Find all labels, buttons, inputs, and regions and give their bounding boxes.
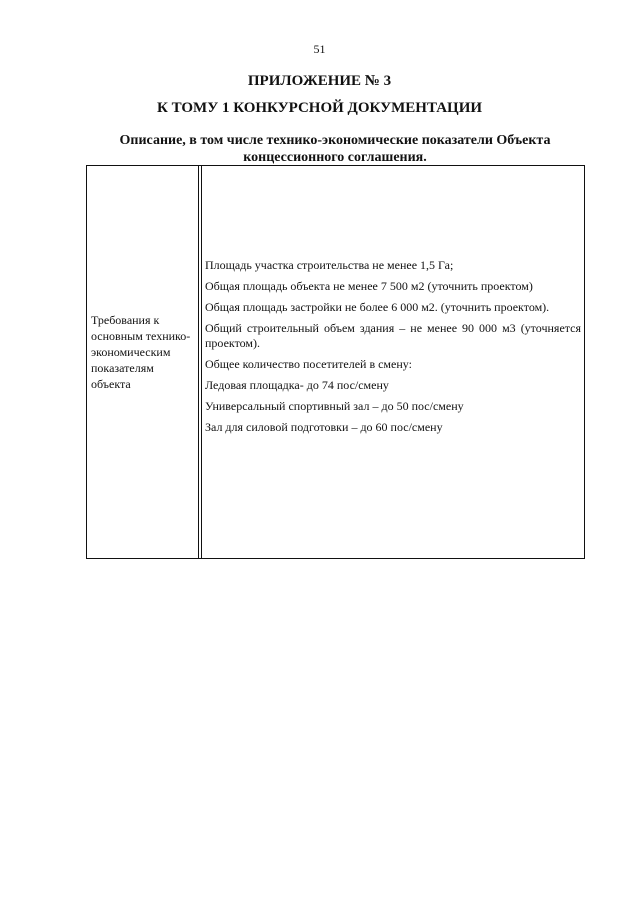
requirements-table bbox=[86, 165, 585, 559]
requirement-item: Ледовая площадка- до 74 пос/смену bbox=[205, 378, 389, 392]
table-column-divider-inner bbox=[201, 166, 202, 558]
requirement-item: Универсальный спортивный зал – до 50 пос/смену bbox=[205, 399, 464, 413]
requirement-item: Общий строительный объем здания – не менее 90 000 м3 (уточняется проектом). bbox=[205, 321, 581, 350]
description-title-line-2: концессионного соглашения. bbox=[243, 150, 427, 165]
volume-title: К ТОМУ 1 КОНКУРСНОЙ ДОКУМЕНТАЦИИ bbox=[156, 100, 483, 116]
requirement-item: Общая площадь застройки не более 6 000 м2. (уточнить проектом). bbox=[205, 300, 550, 314]
table-column-divider bbox=[198, 166, 199, 558]
requirement-item: Площадь участка строительства не менее 1,5 Га; bbox=[205, 258, 454, 272]
requirement-item: Общее количество посетителей в смену: bbox=[205, 357, 412, 371]
table-content-cell bbox=[205, 258, 581, 441]
page-number: 51 bbox=[313, 42, 326, 56]
description-title-line-1: Описание, в том числе технико-экономические показатели Объекта bbox=[119, 133, 551, 148]
description-title bbox=[100, 132, 570, 166]
requirement-item: Общая площадь объекта не менее 7 500 м2 (уточнить проектом) bbox=[205, 279, 533, 293]
table-label-cell: Требования к основным технико-экономическим показателям объекта bbox=[91, 313, 191, 391]
requirement-item: Зал для силовой подготовки – до 60 пос/смену bbox=[205, 420, 443, 434]
appendix-title: ПРИЛОЖЕНИЕ № 3 bbox=[247, 73, 392, 89]
